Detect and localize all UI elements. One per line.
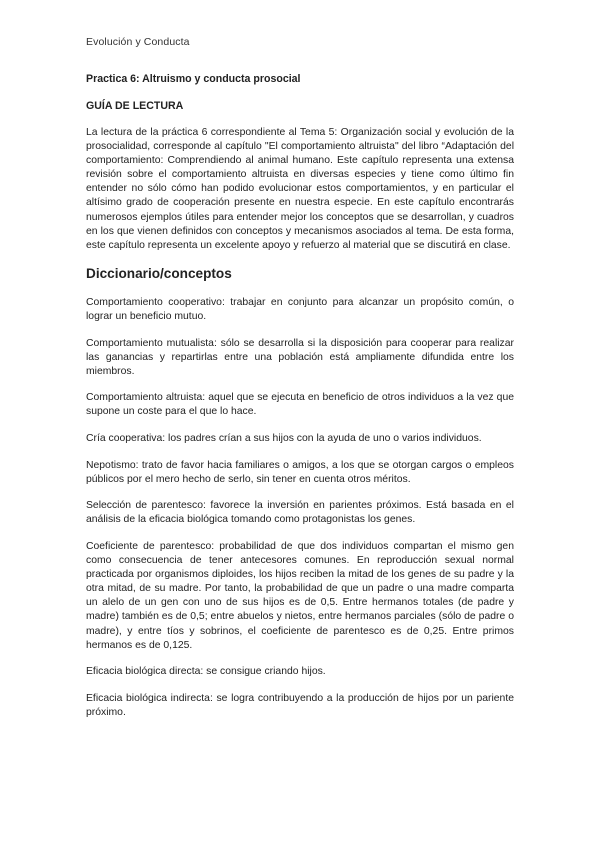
definition-item: Cría cooperativa: los padres crían a sus hijos con la ayuda de uno o varios individuos. xyxy=(86,433,482,444)
definition-item: Comportamiento cooperativo: trabajar en conjunto para alcanzar un propósito común, o lograr un beneficio mutuo. xyxy=(86,296,514,322)
practice-title: Practica 6: Altruismo y conducta prosocial xyxy=(86,73,301,85)
definition-item: Eficacia biológica directa: se consigue criando hijos. xyxy=(86,666,326,678)
running-header: Evolución y Conducta xyxy=(86,36,190,48)
document-body xyxy=(86,72,514,733)
definition-item: Comportamiento altruista: aquel que se ejecuta en beneficio de otros individuos a la vez que supone un coste para el que lo hace. xyxy=(86,392,514,418)
definition-item: Comportamiento mutualista: sólo se desarrolla si la disposición para cooperar para realizar las ganancias y repartirlas entre una población está ampliamente difundida entre los miembros. xyxy=(86,337,514,377)
definition-item: Nepotismo: trato de favor hacia familiares o amigos, a los que se otorgan cargos o empleos públicos por el mero hecho de serlo, sin tener en cuenta otros méritos. xyxy=(86,459,514,485)
intro-paragraph: La lectura de la práctica 6 correspondiente al Tema 5: Organización social y evolución de la prosocialidad, corresponde al capítulo "El comportamiento altruista" del libro “Adaptación del comportamiento: Comprendiendo al animal humano. Este capítulo representa una extensa revisión sobre el comportamiento altruista en diversas especies y tiene como último fin entender no sólo cómo han podido evolucionar estos comportamientos, y en particular el altísimo grado de cooperación presente en nuestra especie. En este capítulo encontrarás numerosos ejemplos útiles para entender mejor los conceptos que se desarrollan, y cuadros en los que vienen definidos con conceptos y mecanismos asociados al tema. De esta forma, este capítulo representa un excelente apoyo y refuerzo al material que se discutirá en clase. xyxy=(86,127,514,251)
definition-list xyxy=(86,296,514,720)
definition-item: Selección de parentesco: favorece la inversión en parientes próximos. Está basada en el análisis de la eficacia biológica tomando como protagonistas los genes. xyxy=(86,500,514,526)
definition-item: Coeficiente de parentesco: probabilidad de que dos individuos compartan el mismo gen como consecuencia de tener antecesores comunes. En reproducción sexual normal practicada por organismos diploides, los hijos reciben la mitad de los genes de su padre y la otra mitad, de su madre. Por tanto, la probabilidad de que un padre o una madre comparta un alelo de un gen con uno de sus hijos es de 0,5. Entre hermanos totales (de padre y madre) también es de 0,5; entre abuelos y nietos, entre hermanos parciales (sólo de padre o madre), y entre tíos y sobrinos, el coeficiente de parentesco es de 0,25. Entre primos hermanos es de 0,125. xyxy=(86,540,514,651)
section-title: Diccionario/conceptos xyxy=(86,265,232,281)
guide-title: GUÍA DE LECTURA xyxy=(86,100,184,112)
definition-item: Eficacia biológica indirecta: se logra contribuyendo a la producción de hijos por un pariente próximo. xyxy=(86,692,514,718)
